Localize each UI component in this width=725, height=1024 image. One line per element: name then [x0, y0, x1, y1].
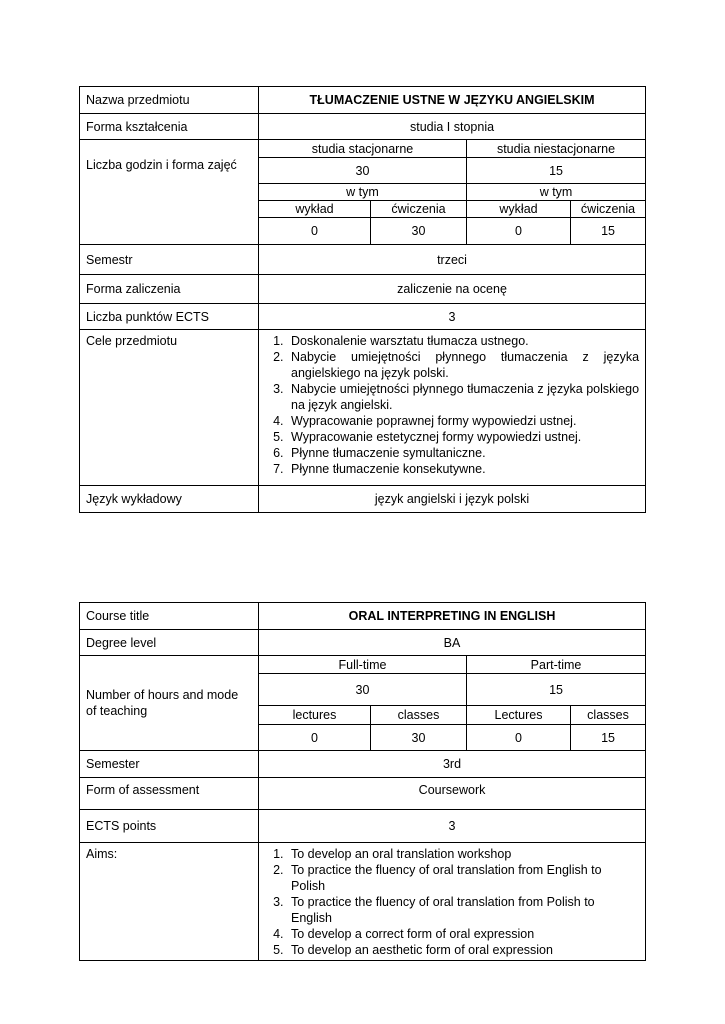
ects-value: 3 — [259, 810, 646, 843]
course-name: TŁUMACZENIE USTNE W JĘZYKU ANGIELSKIM — [259, 87, 646, 114]
aim-item: 6. Płynne tłumaczenie symultaniczne. — [287, 445, 639, 461]
parttime-label: studia niestacjonarne — [467, 140, 646, 158]
course-name-label: Nazwa przedmiotu — [80, 87, 259, 114]
pt-lecture-label: Lectures — [467, 706, 571, 725]
ects-value: 3 — [259, 304, 646, 330]
assessment-value: zaliczenie na ocenę — [259, 275, 646, 304]
aim-item: 2. Nabycie umiejętności płynnego tłumaczenia z języka angielskiego na język polski. — [287, 349, 639, 381]
semester-value: trzeci — [259, 245, 646, 275]
aim-item: 5. To develop an aesthetic form of oral expression — [287, 942, 639, 958]
ft-classes-value: 30 — [371, 218, 467, 245]
course-title: ORAL INTERPRETING IN ENGLISH — [259, 603, 646, 630]
pt-classes-label: classes — [571, 706, 646, 725]
fulltime-including-label: w tym — [259, 184, 467, 201]
semester-label: Semestr — [80, 245, 259, 275]
english-course-table — [79, 602, 646, 961]
ft-classes-label: ćwiczenia — [371, 201, 467, 218]
hours-label: Number of hours and mode of teaching — [80, 656, 259, 751]
aim-item: 2. To practice the fluency of oral translation from English to Polish — [287, 862, 639, 894]
language-label: Język wykładowy — [80, 486, 259, 513]
aim-item: 1. To develop an oral translation workshop — [287, 846, 639, 862]
aim-item: 3. Nabycie umiejętności płynnego tłumaczenia z języka polskiego na język angielski. — [287, 381, 639, 413]
pt-classes-label: ćwiczenia — [571, 201, 646, 218]
aims-list — [265, 333, 639, 477]
assessment-label: Forma zaliczenia — [80, 275, 259, 304]
ft-lecture-label: wykład — [259, 201, 371, 218]
fulltime-label: studia stacjonarne — [259, 140, 467, 158]
language-value: język angielski i język polski — [259, 486, 646, 513]
aims-label: Cele przedmiotu — [80, 330, 259, 486]
hours-label: Liczba godzin i forma zajęć — [80, 140, 259, 245]
ft-lectures-value: 0 — [259, 725, 371, 751]
aim-item: 4. To develop a correct form of oral expression — [287, 926, 639, 942]
assessment-label: Form of assessment — [80, 778, 259, 810]
aim-item: 4. Wypracowanie poprawnej formy wypowiedzi ustnej. — [287, 413, 639, 429]
fulltime-label: Full-time — [259, 656, 467, 674]
pt-classes-value: 15 — [571, 218, 646, 245]
parttime-hours: 15 — [467, 158, 646, 184]
degree-label: Degree level — [80, 630, 259, 656]
aim-item: 1. Doskonalenie warsztatu tłumacza ustnego. — [287, 333, 639, 349]
course-title-label: Course title — [80, 603, 259, 630]
parttime-label: Part-time — [467, 656, 646, 674]
pt-lecture-label: wykład — [467, 201, 571, 218]
pt-lectures-value: 0 — [467, 218, 571, 245]
ft-lectures-value: 0 — [259, 218, 371, 245]
form-value: studia I stopnia — [259, 114, 646, 140]
ft-lecture-label: lectures — [259, 706, 371, 725]
aims-label: Aims: — [80, 843, 259, 961]
ects-label: Liczba punktów ECTS — [80, 304, 259, 330]
semester-value: 3rd — [259, 751, 646, 778]
aims-list — [265, 846, 639, 958]
semester-label: Semester — [80, 751, 259, 778]
polish-course-table — [79, 86, 646, 513]
fulltime-hours: 30 — [259, 158, 467, 184]
pt-lectures-value: 0 — [467, 725, 571, 751]
aim-item: 7. Płynne tłumaczenie konsekutywne. — [287, 461, 639, 477]
parttime-including-label: w tym — [467, 184, 646, 201]
ects-label: ECTS points — [80, 810, 259, 843]
assessment-value: Coursework — [259, 778, 646, 810]
pt-classes-value: 15 — [571, 725, 646, 751]
parttime-hours: 15 — [467, 674, 646, 706]
degree-value: BA — [259, 630, 646, 656]
ft-classes-value: 30 — [371, 725, 467, 751]
aims-cell — [259, 330, 646, 486]
form-label: Forma kształcenia — [80, 114, 259, 140]
aim-item: 5. Wypracowanie estetycznej formy wypowiedzi ustnej. — [287, 429, 639, 445]
fulltime-hours: 30 — [259, 674, 467, 706]
aim-item: 3. To practice the fluency of oral translation from Polish to English — [287, 894, 639, 926]
ft-classes-label: classes — [371, 706, 467, 725]
aims-cell — [259, 843, 646, 961]
